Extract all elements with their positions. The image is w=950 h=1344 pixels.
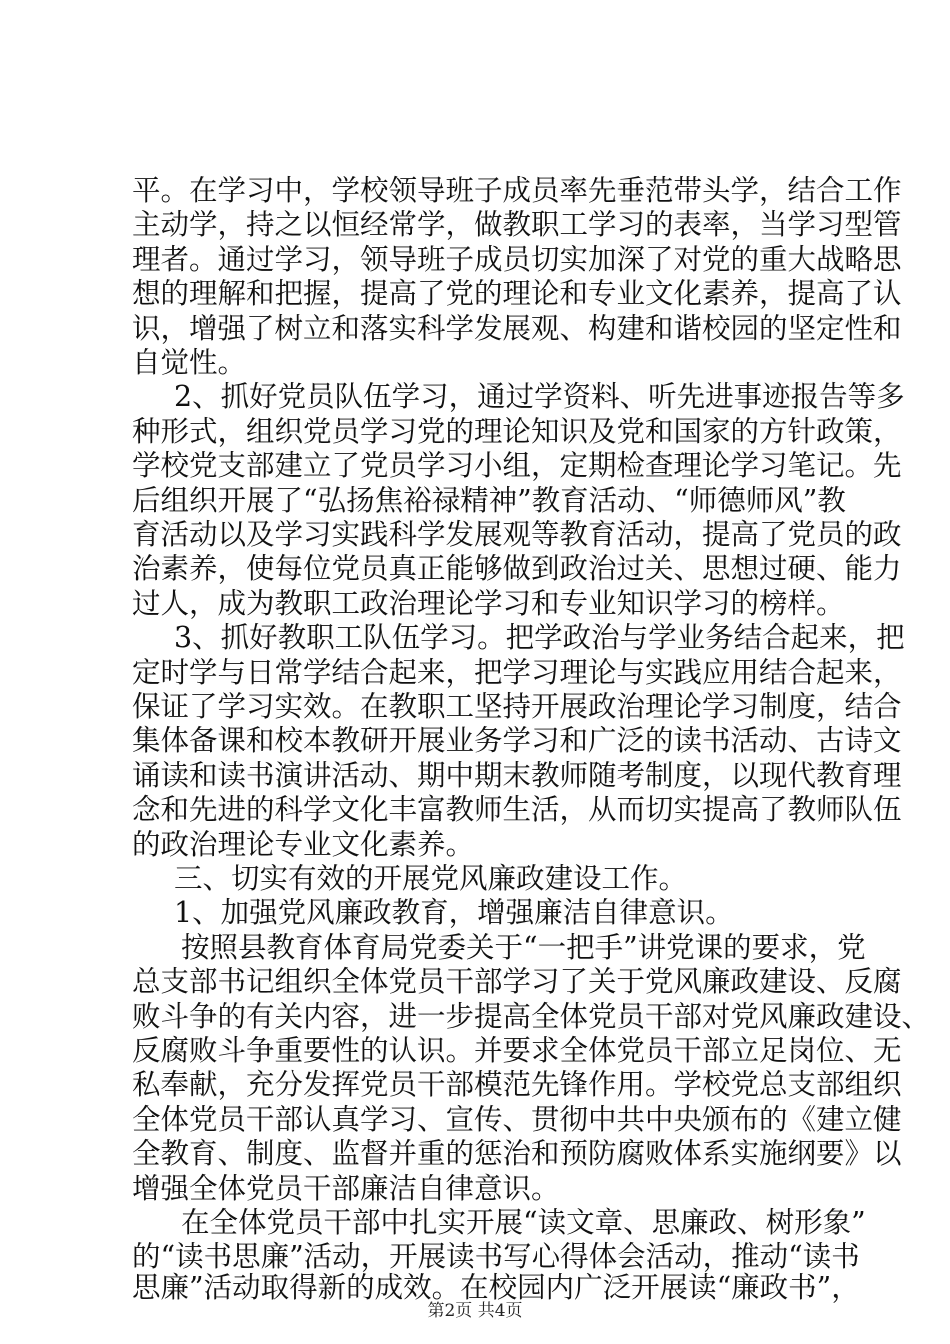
- subsection-heading: 1、加强党风廉政教育，增强廉洁自律意识。: [174, 896, 734, 929]
- text-line: 识，增强了树立和落实科学发展观、构建和谐校园的坚定性和: [132, 312, 902, 345]
- text-line: 私奉献，充分发挥党员干部模范先锋作用。学校党总支部组织: [132, 1068, 902, 1101]
- section-heading: 三、切实有效的开展党风廉政建设工作。: [174, 862, 688, 895]
- text-line: 想的理解和把握，提高了党的理论和专业文化素养，提高了认: [132, 277, 902, 310]
- text-line: 3、抓好教职工队伍学习。把学政治与学业务结合起来，把: [174, 621, 905, 654]
- text-line: 集体备课和校本教研开展业务学习和广泛的读书活动、古诗文: [132, 724, 902, 757]
- text-line: 后组织开展了“弘扬焦裕禄精神”教育活动、“师德师风”教: [132, 484, 846, 517]
- text-line: 全教育、制度、监督并重的惩治和预防腐败体系实施纲要》以: [132, 1137, 902, 1170]
- text-line: 诵读和读书演讲活动、期中期末教师随考制度，以现代教育理: [132, 759, 902, 792]
- text-line: 在全体党员干部中扎实开展“读文章、思廉政、树形象”: [181, 1206, 866, 1239]
- text-line: 的“读书思廉”活动，开展读书写心得体会活动，推动“读书: [132, 1240, 860, 1273]
- text-line: 主动学，持之以恒经常学，做教职工学习的表率，当学习型管: [132, 208, 902, 241]
- page-footer: 第2页 共4页: [427, 1301, 523, 1321]
- text-line: 定时学与日常学结合起来，把学习理论与实践应用结合起来，: [132, 656, 902, 689]
- text-line: 学校党支部建立了党员学习小组，定期检查理论学习笔记。先: [132, 449, 902, 482]
- text-line: 过人，成为教职工政治理论学习和专业知识学习的榜样。: [132, 587, 845, 620]
- text-line: 念和先进的科学文化丰富教师生活，从而切实提高了教师队伍: [132, 793, 902, 826]
- text-line: 治素养，使每位党员真正能够做到政治过关、思想过硬、能力: [132, 552, 902, 585]
- text-line: 败斗争的有关内容，进一步提高全体党员干部对党风廉政建设、: [132, 1000, 931, 1033]
- text-line: 全体党员干部认真学习、宣传、贯彻中共中央颁布的《建立健: [132, 1103, 902, 1136]
- text-line: 自觉性。: [132, 346, 247, 379]
- text-line: 2、抓好党员队伍学习，通过学资料、听先进事迹报告等多: [174, 380, 905, 413]
- text-line: 增强全体党员干部廉洁自律意识。: [132, 1172, 560, 1205]
- text-line: 按照县教育体育局党委关于“一把手”讲党课的要求，党: [181, 931, 866, 964]
- text-line: 种形式，组织党员学习党的理论知识及党和国家的方针政策，: [132, 415, 902, 448]
- text-line: 的政治理论专业文化素养。: [132, 828, 475, 861]
- text-line: 平。在学习中，学校领导班子成员率先垂范带头学，结合工作: [132, 174, 902, 207]
- text-line: 思廉”活动取得新的成效。在校园内广泛开展读“廉政书”，: [132, 1271, 860, 1304]
- text-line: 反腐败斗争重要性的认识。并要求全体党员干部立足岗位、无: [132, 1034, 902, 1067]
- text-line: 总支部书记组织全体党员干部学习了关于党风廉政建设、反腐: [132, 965, 902, 998]
- text-line: 保证了学习实效。在教职工坚持开展政治理论学习制度，结合: [132, 690, 902, 723]
- text-line: 育活动以及学习实践科学发展观等教育活动，提高了党员的政: [132, 518, 902, 551]
- text-line: 理者。通过学习，领导班子成员切实加深了对党的重大战略思: [132, 243, 902, 276]
